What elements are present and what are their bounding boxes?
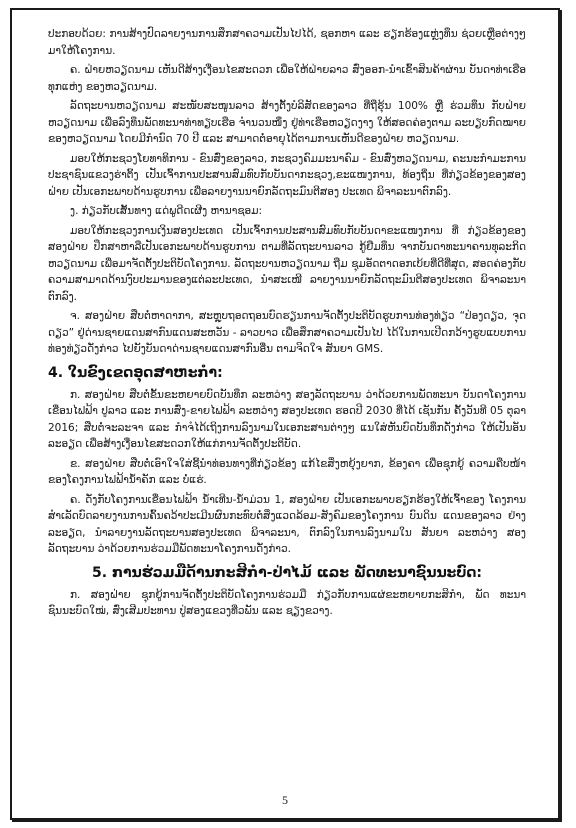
paragraph-continuation: ປະກອບດ້ວຍ: ການສ້າງປົດລາຍງານການສຶກສາຄວາມເປັນໄປໄດ້, ຊອກຫາ ແລະ ຮຽກຮ້ອງແຫຼ່ງທຶນ ຊ່ວຍເຫຼືອຕ່າງໆ ມາໃຫ້ໂຄງການ. — [48, 28, 526, 57]
paragraph-vietnam-port-investment: ລັດຖະບານຫວຽດນາມ ສະໜັບສະໜູນລາວ ສ້າງຕັ້ງບໍລິສັດຂອງລາວ ທີ່ຖືຮຸ້ນ 100% ຫຼື ຮ່ວມທຶນ ກັບຝ່າຍຫວຽດນາມ ເພື່ອລົງທຶນພັດທະນາທ່າທຽບເຮືອ ຈໍານວນໜຶ່ງ ຢູ່ທ່າເຮືອຫວຽດງາງ ໃຫ້ສອດຄ່ອງຕາມ ລະບຽບກົດໝາຍຂອງຫວຽດນາມ ໂດຍມີກໍານົດ 70 ປີ ແລະ ສາມາດຕໍ່ອາຍຸໄດ້ຕາມການເຫັນດີຂອງຝ່າຍ ຫວຽດນາມ. — [48, 100, 526, 145]
document-page — [10, 8, 560, 820]
section-heading-industry: 4. ໃນຂົງເຂດອຸດສາຫະກໍາ: — [48, 364, 223, 381]
paragraph-industry-b: ຂ. ສອງຝ່າຍ ສືບຕໍ່ເອົາໃຈໃສ່ຊີ້ນໍາທ່ອນທາງທີ່ກ່ຽວຂ້ອງ ແກ້ໄຂສິ່ງຫຍຸ້ງຍາກ, ຂ້ອງຄາ ເພື່ອຊຸກຍູ້ ຄວາມຄືບໜ້າຂອງໂຄງການໄຟຟ້ານໍ້າຄັກ ແລະ ບໍ່ແຮ່. — [48, 457, 526, 486]
paragraph-item-d-road: ງ. ກ່ຽວກັບເສັ້ນທາງ ແດ່ພູດີດເຜີງ ຫານາຊອມ: — [70, 205, 263, 217]
paragraph-industry-c: ຄ. ດັ່ງກັບໂຄງການເຂື່ອນໄຟຟ້າ ນໍ້າເທີນ-ນໍ້າມ່ວນ 1, ສອງຝ່າຍ ເປັນເອກະພາບຮຽກຮ້ອງໃຫ້ເຈົ້າຂອງ ໂຄງການ ສໍາເລັດບົດລາຍງານການຄົ້ນຄວ້າປະເມີນຜົນກະທົບຕໍ່ສິ່ງແວດລ້ອມ-ສັງຄົມຂອງໂຄງການ ບົນດິນ ແດນຂອງລາວ ຢ່າງລະອຽດ, ນໍາລາຍງານລັດຖະບານສອງປະເທດ ພິຈາລະນາ, ຕົກລົງໃນການລົງນາມໃນ ສັນຍາ ລະຫວ່າງ ສອງລັດຖະບານ ວ່າດ້ວຍການຮ່ວມມືພັດທະນາໂຄງການດັ່ງກ່າວ. — [48, 493, 526, 555]
paragraph-ministry-assignment: ມອບໃຫ້ກະຊວງໂຍທາທິການ - ຂົນສົ່ງຂອງລາວ, ກະຊວງຄົມມະນາຄົມ - ຂົນສົ່ງຫວຽດນາມ, ຄະນະກໍາມະການປະຊາຊົນແຂວງຮ່າຕິ້ງ ເປັນເຈົ້າການປະສານສົມທົບກັບບັນດາກະຊວງ,ຂະແໜງການ, ທ້ອງຖິ່ນ ທີ່ກ່ຽວຂ້ອງຂອງສອງຝ່າຍ ເປັນເອກະພາບດ້ານຮູບການ ເພື່ອລາຍງານນາຍົກລັດຖະມົນຕີສອງ ປະເທດ ພິຈາລະນາຕົກລົງ. — [48, 152, 526, 198]
paragraph-item-e-tourism: ຈ. ສອງຝ່າຍ ສືບຕໍ່ຫາດາກາ, ສະຫຼຸບຖອດຖອນບົດຮຽນການຈັດຕັ້ງປະຕິບັດຮູບການທ່ອງທ່ຽວ “ປ່ອງດຽວ, ຈຸດດຽວ” ຢູ່ດ່ານຊາຍແດນສາກົນແດນສະຫວັນ - ລາວບາວ ເພື່ອສຶກສາຄວາມເປັນໄປ ໄດ້ໃນການເປີດກວ້າງຮູບແບບການທ່ອງທ່ຽວດັ່ງກ່າວ ໄປຍັງບັນດາດ່ານຊາຍແດນສາກົນອື່ນ ຕາມຈິດໃຈ ສັນຍາ GMS. — [48, 310, 526, 355]
section-heading-agriculture: 5. ການຮ່ວມມືດ້ານກະສິກໍາ-ປ່າໄມ້ ແລະ ພັດທະນາຊົນນະບົດ: — [92, 564, 482, 581]
paragraph-industry-a: ກ. ສອງຝ່າຍ ສືບຕໍ່ຂັ້ນຂະຫຍາຍບົດບັນທຶກ ລະຫວ່າງ ສອງລັດຖະບານ ວ່າດ້ວຍການພັດທະນາ ບັນດາໂຄງການເຂື່ອນໄຟຟ້າ ປູລາວ ແລະ ການສົ່ງ-ຂາຍໄຟຟ້າ ລະຫວ່າງ ສອງປະເທດ ຮອດປີ 2030 ທີ່ໄດ້ ເຊັນກັນ ຄັ້ງວັນທີ 05 ຕຸລາ 2016; ສືບຕໍ່ຈະລະຈາ ແລະ ກໍາຈໍໄດ້ເຖິງການລົງນາມໃນເອກະສານຕ່າງໆ ແນໃສ່ຫັນບົດບັນທຶກດັ່ງກ່າວ ໃຫ້ເປັນອັນລະອຽດ ເພື່ອສ້າງເງື່ອນໄຂສະດວກໃຫ້ແກ່ການຈັດຕັ້ງປະຕິບັດ. — [48, 388, 526, 450]
paragraph-agriculture-a: ກ. ສອງຝ່າຍ ຊຸກຍູ້ການຈັດຕັ້ງປະຕິບັດໂຄງການຮ່ວມມື ກ່ຽວກັບການແຜ່ຂະຫຍາຍກະສິກໍາ, ພັດ ທະນາຊົນນະບົດໃໝ່, ສົ່ງເສີມປະທານ ປູ່ສອງແຂວງທີ່ວພັນ ແລະ ຊຽງຂວາງ. — [48, 588, 526, 617]
page-number: 5 — [282, 793, 288, 807]
paragraph-finance-ministry: ມອບໃຫ້ກະຊວງການເງິນສອງປະເທດ ເປັນເຈົ້າການປະສານສົມທົບກັບບັນດາຂະແໜງການ ທີ່ ກ່ຽວຂ້ອງຂອງສອງຝ່າຍ ປຶກສາຫາລືເປັນເອກະພາບດ້ານຮູບການ ຕາມທີ່ລັດຖະບານລາວ ກູ້ຢືມທຶນ ຈາກບັນດາທະນາຄານທຸລະກິດຫວຽດນາມ ເພື່ອມາຈັດຕັ້ງປະຕິບັດໂຄງການ. ລັດຖະບານຫວຽດນາມ ຖືມ ຊຸມອັດຕາດອກເບ້ຍທີ່ດີທີ່ສຸດ, ສອດຄ່ອງກັບຄວາມສາມາດດ້ານງົບປະມານຂອງແຕ່ລະປະເທດ, ນໍາສະເໜີ ລາຍງານນາຍົກລັດຖະມົນຕີສອງປະເທດ ພິຈາລະນາຕົກລົງ. — [48, 224, 526, 303]
paragraph-item-c-ports: ຄ. ຝ່າຍຫວຽດນາມ ເຫັນດີສ້າງເງື່ອນໄຂສະດວກ ເພື່ອໃຫ້ຝ່າຍລາວ ສົ່ງອອກ-ນໍາເຂົ້າສິນຄ້າຜ່ານ ບັນດາທ່າເຮືອທຸກແຫ່ງ ຂອງຫວຽດນາມ. — [48, 64, 526, 93]
